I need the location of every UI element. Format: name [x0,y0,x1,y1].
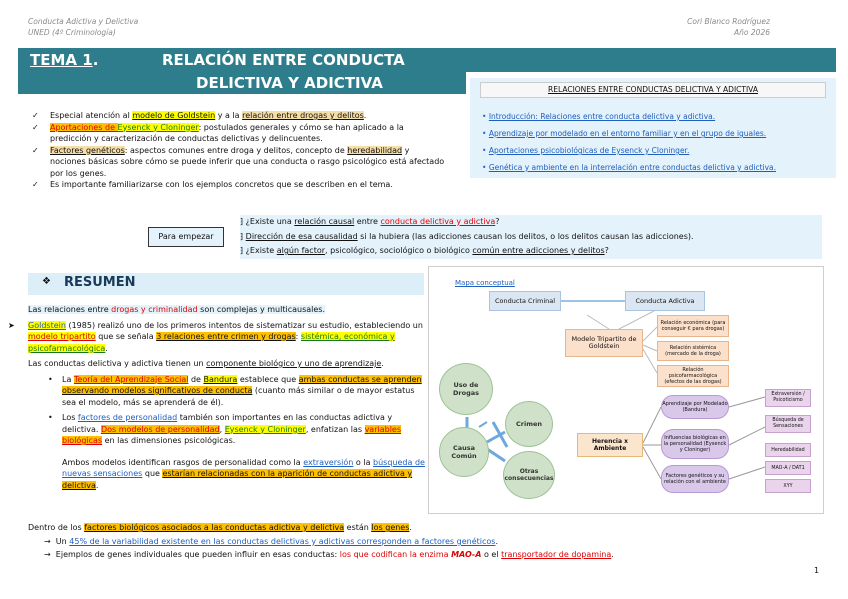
concept-map-title: Mapa conceptual [455,279,515,287]
connector [479,422,487,427]
connector [643,345,657,351]
resumen-arrow-2: → Ejemplos de genes individuales que pueden influir en esas conductas: los que codifican la enzima MAO-A o el transportador de dopamina. [44,550,614,559]
node-causa-comun: Causa Común [439,427,489,477]
node-relacion-economica: Relación económica (para conseguir € para drogas) [657,315,729,337]
toc-item[interactable]: • Genética y ambiente en la interrelación entre conductas delictiva y adictiva. [482,163,777,172]
connector [643,407,661,443]
node-conducta-adictiva: Conducta Adictiva [625,291,705,311]
node-relacion-sistemica: Relación sistémica (mercado de la droga) [657,341,729,361]
connector [487,449,505,461]
question-1: ⁆ ¿Existe una relación causal entre conducta delictiva y adictiva? [240,217,500,226]
resumen-arrow-1: → Un 45% de la variabilidad existente en las conductas delictivas y adictivas corresponden a factores genéticos. [44,537,499,546]
toc-box [470,78,836,178]
resumen-bullets [28,374,428,447]
intro-item: ✓ Es importante familiarizarse con los ejemplos concretos que se describen en el tema. [30,179,445,191]
doc-author: Cori Blanco Rodríguez Año 2026 [687,17,770,37]
toc-item[interactable]: • Introducción: Relaciones entre conducta delictiva y adictiva. [482,112,716,121]
node-heredabilidad: Heredabilidad [765,443,811,457]
connector [729,467,765,479]
intro-checklist [30,110,445,191]
toc-title: RELACIONES ENTRE CONDUCTAS DELICTIVA Y ADICTIVA [480,82,826,98]
resumen-p2: ➤ Goldstein (1985) realizó uno de los primeros intentos de sistematizar su estudio, estableciendo un modelo tripartito que se señala 3 relaciones entre crimen y drogas: sistémica, económica y psicofarmacológica. [8,320,423,353]
concept-map [428,266,824,514]
node-modelo-tripartito: Modelo Tripartito de Goldstein [565,329,643,357]
diamond-icon: ❖ [42,276,51,287]
resumen-p3: Las conductas delictiva y adictiva tienen un componente biológico y uno de aprendizaje. [28,359,384,368]
node-crimen: Crimen [505,401,553,447]
node-extraversion: Extraversión / Psicoticismo [765,389,811,407]
page-title-line1: RELACIÓN ENTRE CONDUCTA [162,51,405,69]
node-uso-drogas: Uso de Drogas [439,363,493,415]
toc-item[interactable]: • Aportaciones psicobiológicas de Eysenck y Cloninger. [482,146,690,155]
bullet-personalidad: • Los factores de personalidad también son importantes en las conductas adictiva y delictiva. Dos modelos de personalidad, Eysenck y Cloninger, enfatizan las variables biológicas en las dimensiones psicológicas. [48,413,402,445]
toc-item[interactable]: • Aprendizaje por modelado en el entorno familiar y en el grupo de iguales. [482,129,767,138]
title-bar [18,48,836,72]
para-empezar-label: Para empezar [148,227,224,247]
tema-number: TEMA 1. [30,51,99,69]
bullet-bandura: • La Teoría del Aprendizaje Social de Bandura establece que ambas conductas se aprenden observando modelos significativos de conducta (cuanto más similar o de mayor estatus sea el modelo, más se aprenderá de él). [48,374,422,407]
node-conducta-criminal: Conducta Criminal [489,291,561,311]
question-3: ⁆ ¿Existe algún factor, psicológico, sociológico o biológico común entre adicciones y delitos? [240,246,609,255]
node-otras-consecuencias: Otras consecuencias [503,451,555,499]
resumen-p1: Las relaciones entre drogas y criminalidad son complejas y multicausales. [28,305,326,314]
intro-item: ✓ Factores genéticos: aspectos comunes entre droga y delitos, concepto de heredabilidad y nociones básicas sobre cómo se puede inferir que una conducta o rasgo psicológico está afectado por los genes. [30,145,445,180]
connector [729,397,765,407]
connector [643,327,657,341]
node-mao: MAO-A / DAT1 [765,461,811,475]
connector [643,349,657,373]
node-busqueda-sensaciones: Búsqueda de Sensaciones [765,415,811,433]
node-factores-geneticos: Factores genéticos y su relación con el ambiente [661,465,729,493]
intro-item: ✓ Aportaciones de Eysenck y Cloninger: postulados generales y cómo se han aplicado a la predicción y caracterización de conductas delictivas y delincuentes. [30,122,445,145]
connector [587,315,609,329]
resumen-title: RESUMEN [64,275,136,290]
page-title-line2: DELICTIVA Y ADICTIVA [196,74,383,92]
connector [643,447,661,479]
page-number: 1 [814,566,820,575]
connector [619,311,654,329]
node-relacion-psicofarmacologica: Relación psicofarmacológica (efectos de las drogas) [657,365,729,387]
node-xyy: XYY [765,479,811,493]
intro-item: ✓ Especial atención al modelo de Goldstein y a la relación entre drogas y delitos. [30,110,445,122]
para-empezar-questions [240,215,822,259]
question-2: ⁆ Dirección de esa causalidad si la hubiera (las adicciones causan los delitos, o los delitos causan las adicciones). [240,231,694,241]
resumen-p4: Ambos modelos identifican rasgos de personalidad como la extraversión o la búsqueda de nuevas sensaciones que estarían relacionadas con la aparición de conductas adictiva y delictiva. [62,457,425,490]
toc-list [482,108,836,176]
resumen-p5: Dentro de los factores biológicos asociados a las conductas adictiva y delictiva están los genes. [28,523,412,532]
node-aprendizaje-modelado: Aprendizaje por Modelado (Bandura) [661,395,729,419]
resumen-body [8,304,425,491]
doc-subject: Conducta Adictiva y Delictiva UNED (4º Criminología) [28,17,139,37]
node-herencia-ambiente: Herencia x Ambiente [577,433,643,457]
node-influencias-biologicas: Influencias biológicas en la personalidad (Eysenck y Cloninger) [661,429,729,459]
resumen-header [28,273,424,295]
connector [729,427,765,445]
